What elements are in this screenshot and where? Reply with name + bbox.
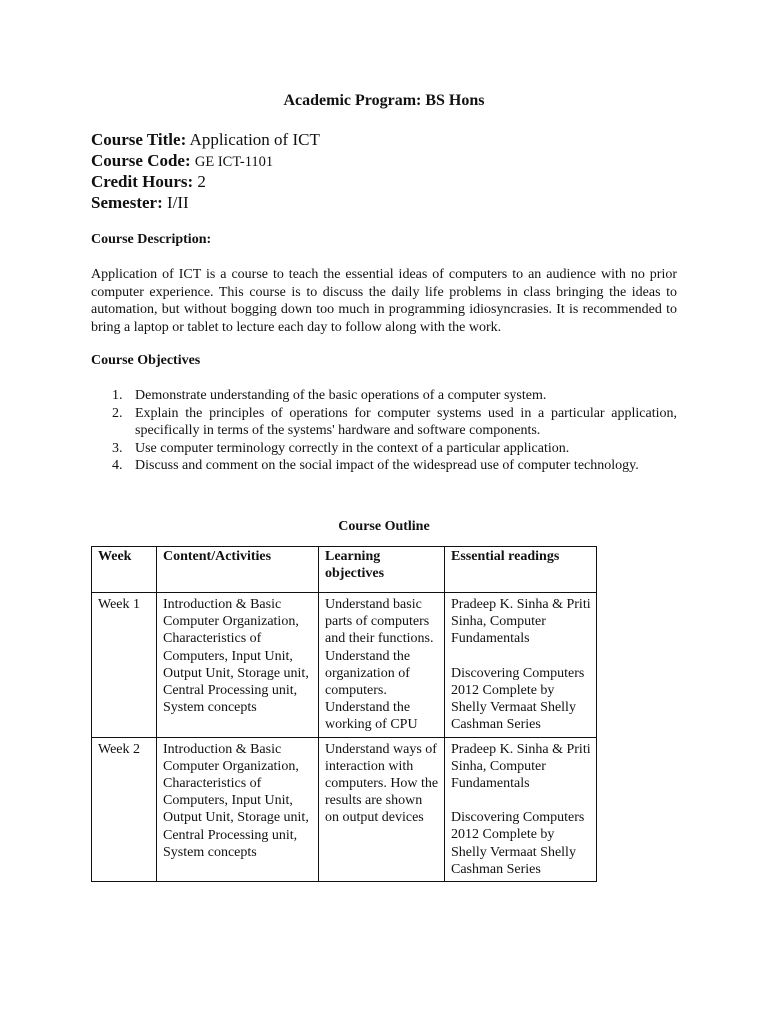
course-meta xyxy=(91,130,320,213)
objective-text: Use computer terminology correctly in the context of a particular application. xyxy=(135,440,570,456)
semester-label: Semester: xyxy=(91,192,163,212)
course-title-value: Application of ICT xyxy=(189,130,320,149)
objective-item xyxy=(91,387,677,405)
course-title-label: Course Title: xyxy=(91,130,187,149)
objective-number: 3. xyxy=(112,440,123,456)
program-title: Academic Program: BS Hons xyxy=(283,92,485,109)
course-code-value: GE ICT-1101 xyxy=(194,153,274,170)
credit-hours-label: Credit Hours: xyxy=(91,172,194,191)
reading-primary: Pradeep K. Sinha & Priti Sinha, Computer Fundamentals xyxy=(451,741,591,792)
objective-item xyxy=(91,440,677,458)
objective-text: Demonstrate understanding of the basic operations of a computer system. xyxy=(135,388,547,403)
credit-hours-value: 2 xyxy=(197,172,206,191)
course-title-row xyxy=(91,130,320,151)
header-content: Content/Activities xyxy=(157,547,319,593)
objective-text: Discuss and comment on the social impact of the widespread use of computer technology. xyxy=(135,458,639,473)
cell-objectives: Understand basic parts of computers and their functions. Understand the organization of computers. Understand the working of CPU xyxy=(319,593,445,738)
objectives-heading: Course Objectives xyxy=(91,353,201,368)
cell-readings xyxy=(445,593,597,738)
cell-week: Week 2 xyxy=(92,737,157,881)
cell-readings xyxy=(445,737,597,881)
objective-text: Explain the principles of operations for computer systems used in a particular application, specifically in terms of the systems' hardware and software components. xyxy=(135,405,677,438)
objective-item xyxy=(91,405,677,440)
table-row xyxy=(92,737,597,881)
header-week: Week xyxy=(92,547,157,593)
header-readings: Essential readings xyxy=(445,547,597,593)
reading-primary: Pradeep K. Sinha & Priti Sinha, Computer Fundamentals xyxy=(451,597,591,647)
reading-secondary: Discovering Computers 2012 Complete by Shelly Vermaat Shelly Cashman Series xyxy=(451,810,585,877)
cell-content: Introduction & Basic Computer Organization, Characteristics of Computers, Input Unit, Output Unit, Storage unit, Central Processing unit, System concepts xyxy=(157,737,319,881)
credit-hours-row xyxy=(91,172,320,193)
objective-number: 4. xyxy=(112,458,123,473)
cell-week: Week 1 xyxy=(92,593,157,738)
outline-title: Course Outline xyxy=(338,519,430,534)
objectives-list xyxy=(91,387,677,475)
semester-row xyxy=(91,193,320,214)
course-outline-table xyxy=(91,546,597,882)
cell-content: Introduction & Basic Computer Organization, Characteristics of Computers, Input Unit, Output Unit, Storage unit, Central Processing unit, System concepts xyxy=(157,593,319,738)
table-row xyxy=(92,593,597,738)
objective-number: 2. xyxy=(112,405,123,421)
course-code-label: Course Code: xyxy=(91,150,191,170)
semester-value: I/II xyxy=(167,192,189,212)
objective-number: 1. xyxy=(112,388,123,403)
header-objectives: Learning objectives xyxy=(319,547,445,593)
table-header-row xyxy=(92,547,597,593)
cell-objectives: Understand ways of interaction with computers. How the results are shown on output devices xyxy=(319,737,445,881)
reading-secondary: Discovering Computers 2012 Complete by Shelly Vermaat Shelly Cashman Series xyxy=(451,665,585,733)
description-text: Application of ICT is a course to teach the essential ideas of computers to an audience with no prior computer experience. This course is to discuss the daily life problems in class bringing the ideas to automation, but without bogging down too much in programming idiosyncrasies. It is recommended to bring a laptop or tablet to lecture each day to follow along with the work. xyxy=(91,267,677,335)
course-code-row xyxy=(91,151,320,173)
objective-item xyxy=(91,457,677,475)
description-heading: Course Description: xyxy=(91,232,212,247)
